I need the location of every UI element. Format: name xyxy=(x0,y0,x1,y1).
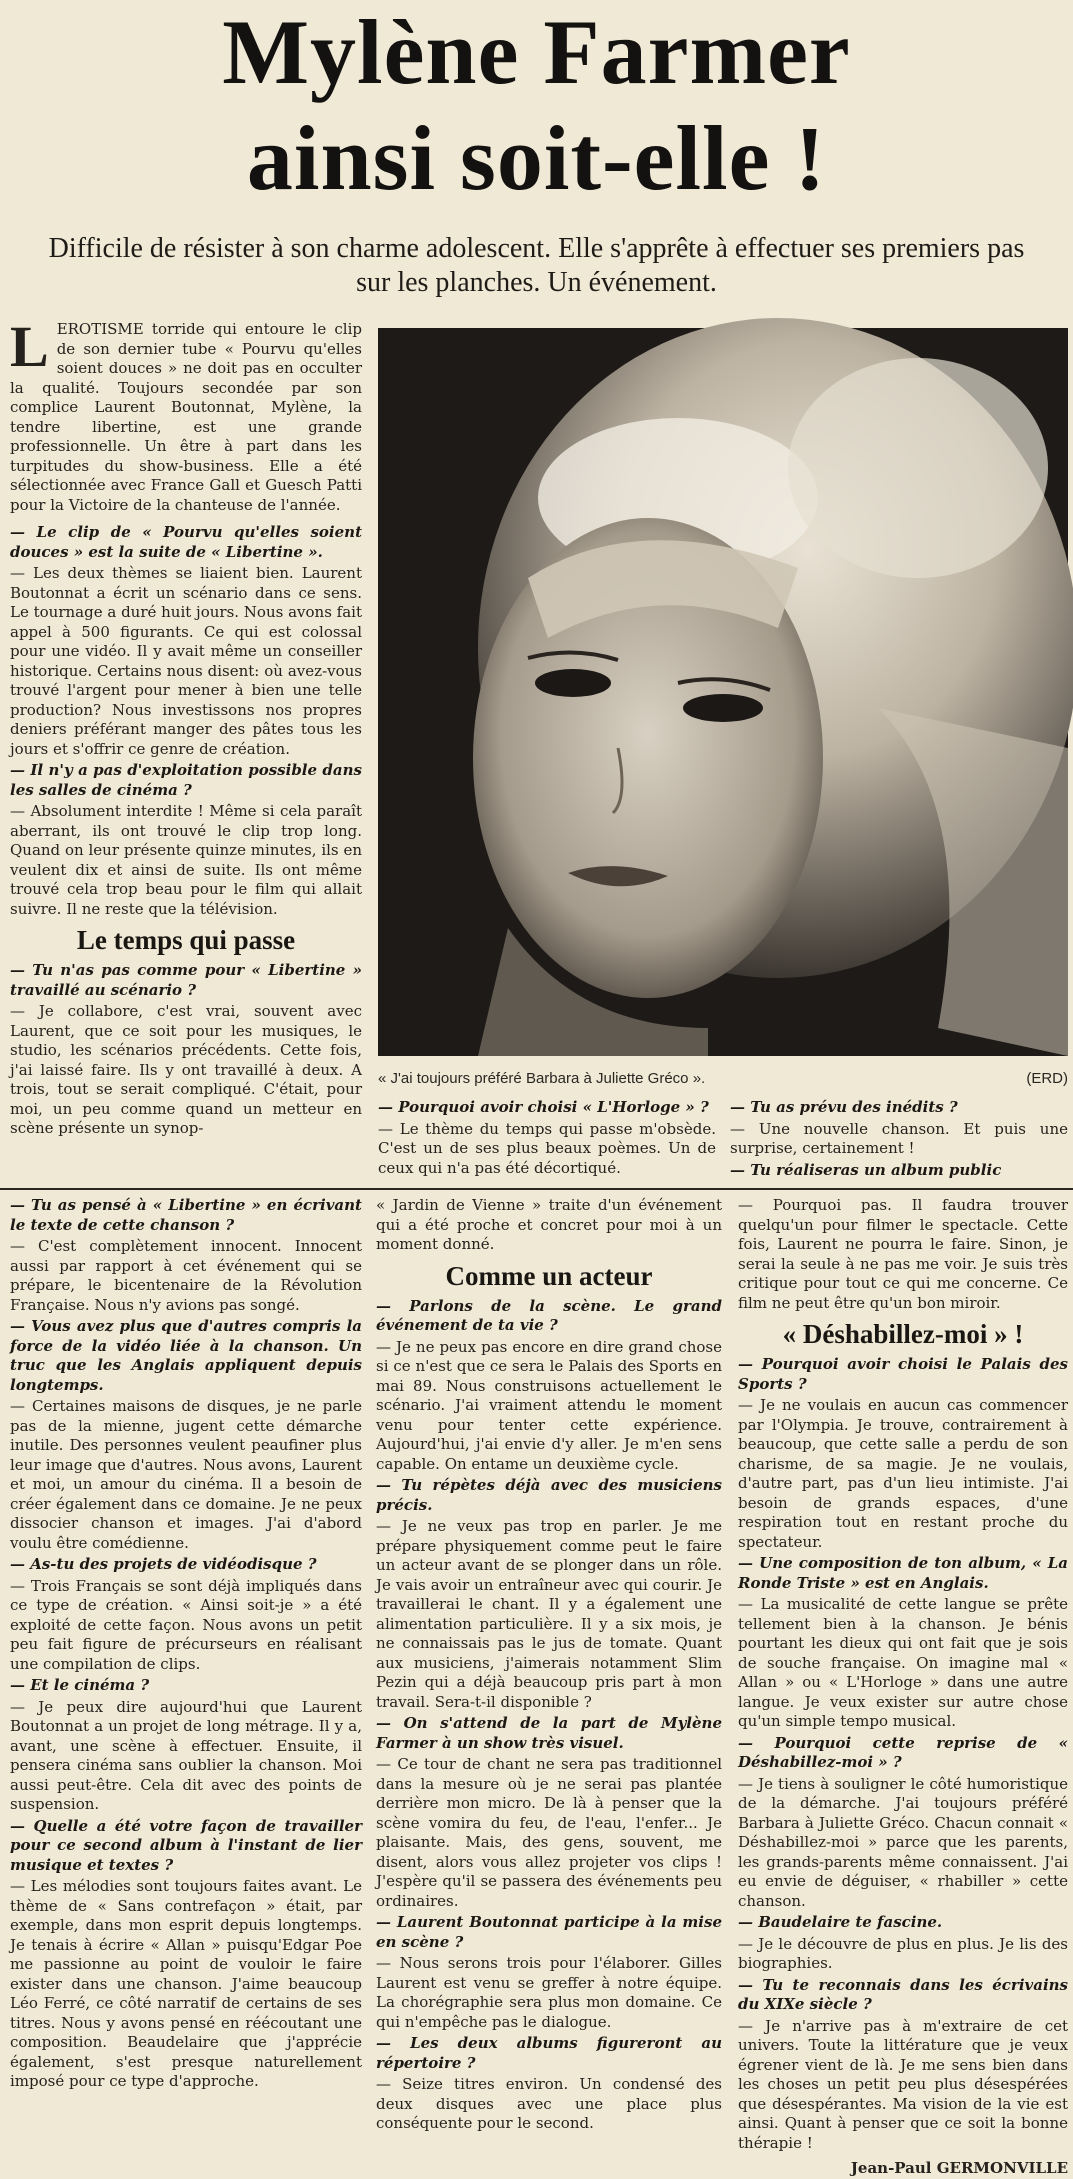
answer: — Nous serons trois pour l'élaborer. Gilles Laurent est venu se greffer à notre équipe. La chorégraphie sera plus mon domaine. Ce qui n'empêche pas le dialogue. xyxy=(376,1954,722,2031)
standfirst: Difficile de résister à son charme adolescent. Elle s'apprête à effectuer ses premiers pas sur les planches. Un événement. xyxy=(48,233,1025,298)
answer: — Certaines maisons de disques, je ne parle pas de la mienne, jugent cette démarche inutile. Des personnes veulent peaufiner plus leur image que d'autres. Nous avons, Laurent et moi, un amour du cinéma. Il a besoin de créer également dans ce domaine. Je ne peux dissocier chanson et images. J'ai d'abord voulu être comédienne. xyxy=(10,1397,362,1552)
portrait-image xyxy=(378,328,1068,1056)
question: — Il n'y a pas d'exploitation possible dans les salles de cinéma ? xyxy=(10,761,362,799)
question: — Pourquoi avoir choisi « L'Horloge » ? xyxy=(378,1098,709,1116)
question: — On s'attend de la part de Mylène Farmer à un show très visuel. xyxy=(376,1714,722,1752)
question: — Tu réaliseras un album public xyxy=(730,1160,1002,1179)
photo-credit: (ERD) xyxy=(1026,1070,1068,1087)
question: — Laurent Boutonnat participe à la mise en scène ? xyxy=(376,1913,722,1951)
answer: — Pourquoi pas. Il faudra trouver quelqu'un pour filmer le spectacle. Cette fois, Laurent ne pourra le faire. Sinon, je serai la seule à ne pas me voir. Je suis très critique pour tout ce qui me concerne. Ce film ne peut être qu'un bon miroir. xyxy=(738,1196,1068,1312)
answer: — Les deux thèmes se liaient bien. Laurent Boutonnat a écrit un scénario dans ce sens. Le tournage a duré huit jours. Nous avons fait appel à 500 figurants. Ce qui est colossal pour une vidéo. Il y avait même un conseiller historique. Certains nous disent: où avez-vous trouvé l'argent pour mener à bien une telle production? Nous investissons nos propres deniers préférant manger des pâtes tous les jours et s'offrir ce genre de création. xyxy=(10,564,362,758)
question: — Tu as prévu des inédits ? xyxy=(730,1098,958,1116)
headline-line-1: Mylène Farmer xyxy=(222,1,851,103)
answer: — Je collabore, c'est vrai, souvent avec Laurent, que ce soit pour les musiques, le studio, les scénarios précédents. Cette fois, j'ai laissé faire. Ils y ont travaillé à deux. A trois, tout se serait compliqué. C'était, pour moi, un peu comme quand un metteur en scène présente un synop- xyxy=(10,1002,362,1137)
author-signature: Jean-Paul GERMONVILLE xyxy=(850,2159,1068,2177)
subheading: Le temps qui passe xyxy=(76,925,296,955)
question: — Les deux albums figureront au répertoire ? xyxy=(376,2034,722,2072)
answer: — Les mélodies sont toujours faites avant. Le thème de « Sans contrefaçon » était, par exemple, dans mon esprit depuis longtemps. Je tenais à écrire « Allan » puisqu'Edgar Poe me passionne au point de vouloir le faire exister dans une chanson. J'aime beaucoup Léo Ferré, ce côté narratif de certains de ses titres. Nous y avons pensé en réécoutant une composition. Beaudelaire que j'apprécie également, s'est presque naturellement imposé pour ce type d'approche. xyxy=(10,1877,362,2090)
answer: — Le thème du temps qui passe m'obsède. C'est un de ses plus beaux poèmes. Un de ceux qui n'a pas été décortiqué. xyxy=(378,1119,716,1177)
portrait-photo xyxy=(378,328,1068,1056)
question: — Et le cinéma ? xyxy=(10,1676,150,1694)
answer: — Je ne peux pas encore en dire grand chose si ce n'est que ce sera le Palais des Sports en mai 89. Nous construisons actuellement le scénario. J'ai vraiment attendu le moment venu pour tenter cette expérience. Aujourd'hui, j'ai envie d'y aller. Je m'en sens capable. On entame un deuxième cycle. xyxy=(376,1337,722,1473)
subheading: Comme un acteur xyxy=(445,1260,653,1291)
question: — Vous avez plus que d'autres compris la force de la vidéo liée à la chanson. Un truc que les Anglais appliquent depuis longtemps. xyxy=(10,1317,362,1394)
answer: — Je n'arrive pas à m'extraire de cet univers. Toute la littérature que je veux égrener vient de là. Je me sens bien dans les choses un petit peu plus désespérées que désespérantes. Ma vision de la vie est ainsi. Quant à penser que ce soit la bonne thérapie ! xyxy=(738,2016,1068,2152)
answer: — Je tiens à souligner le côté humoristique de la démarche. J'ai toujours préféré Barbara à Juliette Gréco. Chacun connait « Déshabillez-moi » parce que les parents, les grands-parents même connaissent. J'ai eu envie de déguiser, « rhabiller » cette chanson. xyxy=(738,1774,1068,1910)
answer: — Trois Français se sont déjà impliqués dans ce type de création. « Ainsi soit-je » a été exploité de cette façon. Nous avons un petit peu fait figure de précurseurs en réalisant une compilation de clips. xyxy=(10,1576,362,1673)
question: — Pourquoi cette reprise de « Déshabillez-moi » ? xyxy=(738,1733,1068,1771)
answer: — Je ne voulais en aucun cas commencer par l'Olympia. Je trouve, contrairement à beaucoup, que cette salle a perdu de son charisme, de sa magie. Je ne voulais, d'autre part, pas d'un lieu intimiste. J'ai besoin de grands espaces, d'une respiration tout en restant proche du spectateur. xyxy=(738,1396,1068,1551)
answer: — C'est complètement innocent. Innocent aussi par rapport à cet événement qui se prépare, le bicentenaire de la Révolution Française. Nous n'y avions pas songé. xyxy=(10,1237,362,1314)
question: — Tu te reconnais dans les écrivains du XIXe siècle ? xyxy=(738,1975,1068,2013)
answer: — Je peux dire aujourd'hui que Laurent Boutonnat a un projet de long métrage. Il y a, avant, une scène à effectuer. Ensuite, il pensera cinéma sans oublier la chanson. Moi aussi peut-être. Cela dit avec des points de suspension. xyxy=(10,1697,362,1813)
intro-paragraph: LEROTISME torride qui entoure le clip de son dernier tube « Pourvu qu'elles soient douces » ne doit pas en occulter la qualité. Toujours secondée par son complice Laurent Boutonnat, Mylène, la tendre libertine, est une grande professionnelle. Un être à part dans les turpitudes du show-business. Elle a été sélectionnée avec France Gall et Guesch Patti pour la Victoire de la chanteuse de l'année. xyxy=(10,314,362,514)
question: — Parlons de la scène. Le grand événement de ta vie ? xyxy=(376,1296,722,1334)
question: — Pourquoi avoir choisi le Palais des Sports ? xyxy=(738,1355,1068,1393)
answer: — Une nouvelle chanson. Et puis une surprise, certainement ! xyxy=(730,1119,1068,1157)
answer: — Je ne veux pas trop en parler. Je me prépare physiquement comme peut le faire un acteur avant de se plonger dans un rôle. Je vais avoir un entraîneur avec qui courir. Je travaillerai le chant. Il y a également une alimentation particulière. Il y a six mois, je ne connaissais pas le jus de tomate. Quant aux musiciens, j'aimerais notamment Slim Pezin qui a déjà beaucoup pris part à mon travail. Sera-t-il disponible ? xyxy=(376,1517,722,1711)
answer: — Seize titres environ. Un condensé des deux disques avec une place plus conséquente pour le second. xyxy=(376,2075,722,2132)
question: — Le clip de « Pourvu qu'elles soient douces » est la suite de « Libertine ». xyxy=(10,523,362,561)
drop-cap: L xyxy=(10,314,49,379)
headline-line-2: ainsi soit-elle ! xyxy=(246,107,827,209)
question: — Une composition de ton album, « La Ronde Triste » est en Anglais. xyxy=(738,1554,1068,1592)
section-divider xyxy=(0,1188,1073,1190)
subheading: « Déshabillez-moi » ! xyxy=(782,1319,1024,1349)
question: — Tu répètes déjà avec des musiciens précis. xyxy=(376,1476,722,1514)
answer: — Ce tour de chant ne sera pas traditionnel dans la mesure où je ne serai pas plantée derrière mon micro. De là à penser que la scène vomira du feu, de l'eau, l'enfer... Je plaisante. Mais, des gens, souvent, me disent, alors vous allez projeter vos clips ! J'espère qu'il se passera des événements peu ordinaires. xyxy=(376,1755,722,1910)
answer: — La musicalité de cette langue se prête tellement bien à la chanson. Je bénis pourtant les dieux qui ont fait que je sois de souche française. On imagine mal « Allan » ou « L'Horloge » dans une autre langue. Je veux exister sur autre chose qu'un simple tempo musical. xyxy=(738,1595,1068,1730)
question: — Baudelaire te fascine. xyxy=(738,1913,943,1931)
answer: « Jardin de Vienne » traite d'un événement qui a été proche et concret pour moi à un moment donné. xyxy=(376,1196,722,1253)
caption-text: « J'ai toujours préféré Barbara à Juliette Gréco ». xyxy=(378,1070,706,1087)
question: — Tu as pensé à « Libertine » en écrivant le texte de cette chanson ? xyxy=(10,1196,362,1234)
answer: — Je le découvre de plus en plus. Je lis des biographies. xyxy=(738,1934,1068,1972)
question: — Tu n'as pas comme pour « Libertine » travaillé au scénario ? xyxy=(10,961,362,999)
column-lower-left xyxy=(10,1196,362,2106)
column-upper-right xyxy=(730,1098,1068,1186)
question: — Quelle a été votre façon de travailler pour ce second album à l'instant de lier musique et textes ? xyxy=(10,1816,362,1874)
column-upper-middle xyxy=(378,1098,716,1186)
answer: — Absolument interdite ! Même si cela paraît aberrant, ils ont trouvé le clip trop long. Quand on leur présente quinze minutes, ils en veulent dix et ainsi de suite. Ils ont même trouvé cela trop beau pour le film qui allait suivre. Il ne reste que la télévision. xyxy=(10,802,362,918)
column-intro xyxy=(10,314,362,1184)
column-lower-right xyxy=(738,1196,1068,2177)
photo-caption xyxy=(378,1070,1068,1087)
column-lower-middle xyxy=(376,1196,722,2132)
question: — As-tu des projets de vidéodisque ? xyxy=(10,1555,317,1573)
